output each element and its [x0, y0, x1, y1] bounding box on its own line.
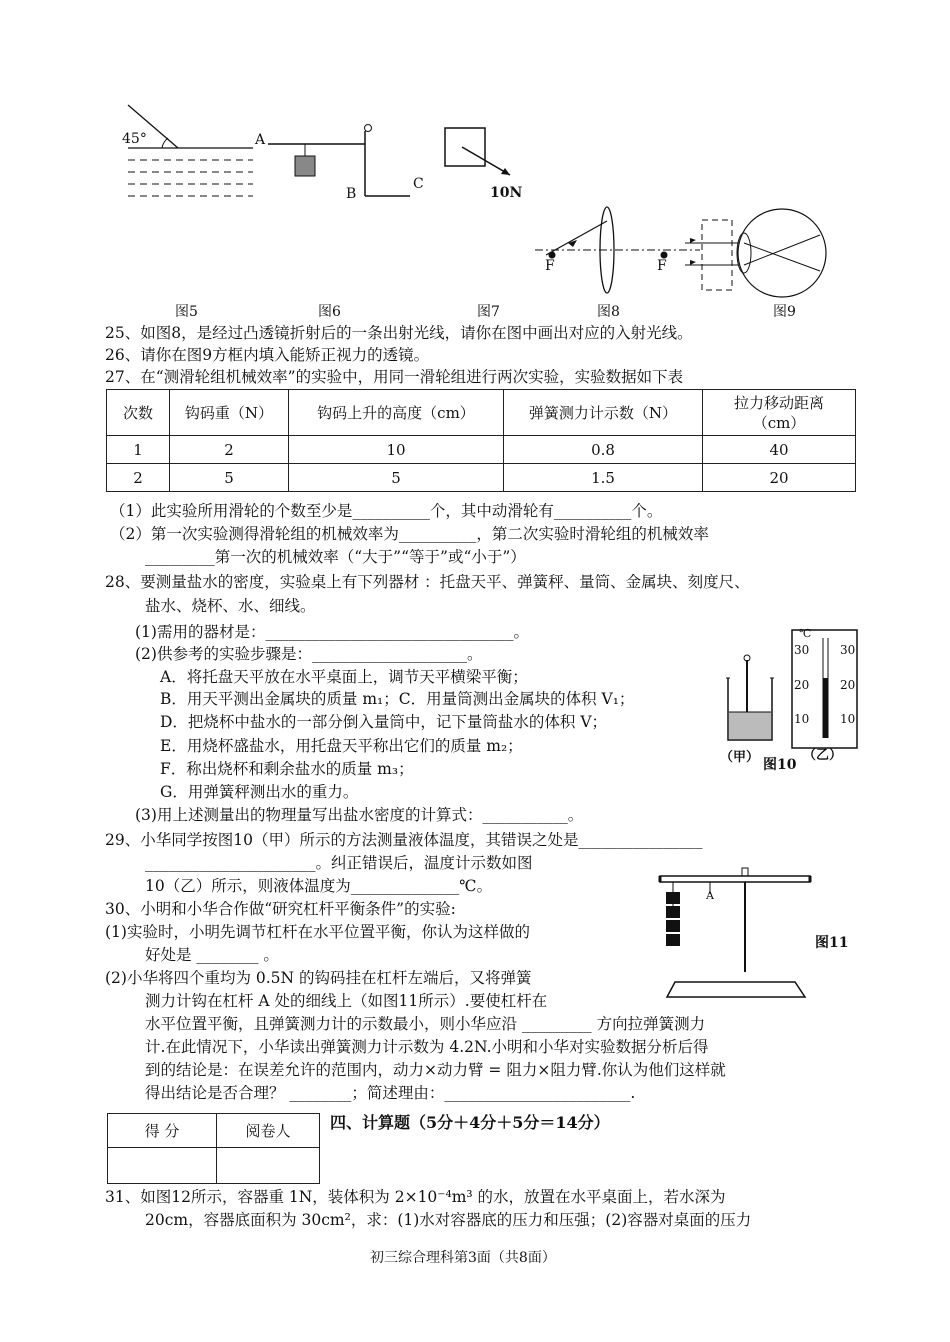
section-4-heading: 四、计算题（5分＋4分＋5分＝14分）	[330, 1113, 610, 1132]
fig10-yi-label: （乙）	[803, 748, 843, 763]
score-entry-cell[interactable]	[108, 1148, 217, 1184]
question-27: 27、在“测滑轮组机械效率”的实验中，用同一滑轮组进行两次实验，实验数据如下表	[105, 368, 684, 386]
table-cell: 20	[703, 464, 856, 492]
table-cell: 1.5	[504, 464, 703, 492]
fig8-focus-left: F	[545, 258, 555, 274]
question-28-step-e: E．用烧杯盛盐水，用托盘天平称出它们的质量 m₂；	[160, 737, 523, 755]
question-28-step-a: A．将托盘天平放在水平桌面上，调节天平横梁平衡；	[160, 668, 528, 686]
question-30-part-1a: (1)实验时，小明先调节杠杆在水平位置平衡，你认为这样做的	[105, 923, 530, 941]
fig10-tick-right-30: 30	[840, 643, 856, 657]
question-28-part-2: (2)供参考的实验步骤是：____________________。	[135, 645, 483, 663]
question-27-part-2b: _________第一次的机械效率（“大于”“等于”或“小于”）	[145, 548, 526, 566]
table-header-cell: 钩码重（N）	[170, 390, 289, 436]
grader-entry-cell[interactable]	[217, 1148, 320, 1184]
table-row	[107, 436, 856, 464]
figure-11-lever-diagram	[655, 862, 815, 1002]
score-col-score: 得 分	[108, 1114, 217, 1148]
score-table-header-row	[108, 1114, 320, 1148]
question-31-line-2: 20cm，容器底面积为 30cm²，求：(1)水对容器底的压力和压强；(2)容器对桌面的压力	[145, 1211, 752, 1229]
question-30-title: 30、小明和小华合作做“研究杠杆平衡条件”的实验:	[105, 900, 456, 918]
figure-5-diagram	[118, 100, 258, 210]
fig10-caption: 图10	[763, 757, 797, 773]
fig9-caption: 图9	[773, 304, 796, 320]
fig11-a-label: A	[706, 889, 714, 902]
fig5-caption: 图5	[175, 304, 198, 320]
question-30-part-2a: (2)小华将四个重均为 0.5N 的钩码挂在杠杆左端后，又将弹簧	[105, 969, 532, 987]
question-25: 25、如图8，是经过凸透镜折射后的一条出射光线，请你在图中画出对应的入射光线。	[105, 324, 693, 342]
table-cell: 0.8	[504, 436, 703, 464]
table-cell: 1	[107, 436, 170, 464]
score-col-grader: 阅卷人	[217, 1114, 320, 1148]
question-30-part-2f: 得出结论是否合理？ ________；简述理由：________________________.	[145, 1084, 636, 1102]
fig10-tick-right-20: 20	[840, 678, 856, 692]
fig11-caption: 图11	[815, 935, 849, 951]
table-header-cell	[703, 390, 856, 436]
fig6-b-label: B	[346, 186, 357, 202]
page-footer: 初三综合理科第3面（共8面）	[370, 1250, 556, 1266]
fig10-unit: ℃	[799, 627, 812, 640]
question-28-step-f: F．称出烧杯和剩余盐水的质量 m₃；	[160, 760, 414, 778]
table-27	[106, 389, 856, 492]
question-30-part-2e: 到的结论是：在误差允许的范围内，动力×动力臂 = 阻力×阻力臂.你认为他们这样就	[145, 1061, 726, 1079]
figure-7-diagram	[440, 125, 520, 185]
fig7-force-label: 10N	[490, 185, 523, 201]
table-cell: 40	[703, 436, 856, 464]
table-header-cell-text: 拉力移动距离（cm）	[733, 393, 824, 432]
figure-10-jia-diagram	[722, 648, 782, 748]
fig5-angle-label: 45°	[122, 131, 147, 147]
fig10-tick-left-20: 20	[794, 678, 810, 692]
question-28-part-3: (3)用上述测量出的物理量写出盐水密度的计算式：___________。	[135, 806, 584, 824]
question-26: 26、请你在图9方框内填入能矫正视力的透镜。	[105, 346, 430, 364]
fig10-jia-label: （甲）	[720, 750, 760, 765]
fig10-tick-left-30: 30	[794, 643, 810, 657]
question-28-step-d: D．把烧杯中盐水的一部分倒入量筒中，记下量筒盐水的体积 V；	[160, 713, 608, 731]
question-28-step-b: B．用天平测出金属块的质量 m₁；C．用量筒测出金属块的体积 V₁；	[160, 690, 635, 708]
fig10-tick-left-10: 10	[794, 712, 810, 726]
fig7-caption: 图7	[477, 304, 500, 320]
table-row	[107, 464, 856, 492]
table-cell: 2	[170, 436, 289, 464]
fig8-caption: 图8	[597, 304, 620, 320]
question-29-line-3: 10（乙）所示，则液体温度为______________℃。	[145, 877, 493, 895]
question-31-line-1: 31、如图12所示，容器重 1N，装体积为 2×10⁻⁴m³ 的水，放置在水平桌面上，若水深为	[105, 1188, 726, 1206]
table-header-row	[107, 390, 856, 436]
fig8-focus-right: F	[657, 258, 667, 274]
question-27-part-2a: （2）第一次实验测得滑轮组的机械效率为__________，第二次实验时滑轮组的机械效率	[110, 525, 709, 543]
table-cell: 5	[289, 464, 504, 492]
question-30-part-1b: 好处是 ________ 。	[145, 946, 279, 964]
score-table	[107, 1113, 320, 1184]
question-29-line-1: 29、小华同学按图10（甲）所示的方法测量液体温度，其错误之处是________________	[105, 831, 703, 849]
fig6-caption: 图6	[318, 304, 341, 320]
question-29-line-2: ______________________。纠正错误后，温度计示数如图	[145, 854, 533, 872]
fig10-tick-right-10: 10	[840, 712, 856, 726]
question-27-part-1: （1）此实验所用滑轮的个数至少是__________个，其中动滑轮有__________个。	[110, 502, 663, 520]
table-header-cell: 弹簧测力计示数（N）	[504, 390, 703, 436]
fig6-a-label: A	[255, 132, 266, 148]
table-header-cell: 钩码上升的高度（cm）	[289, 390, 504, 436]
table-cell: 5	[170, 464, 289, 492]
figure-6-diagram	[260, 118, 430, 208]
score-table-entry-row	[108, 1148, 320, 1184]
question-30-part-2d: 计.在此情况下，小华读出弹簧测力计示数为 4.2N.小明和小华对实验数据分析后得	[145, 1038, 709, 1056]
table-cell: 2	[107, 464, 170, 492]
question-28-line-2: 盐水、烧杯、水、细线。	[145, 597, 316, 615]
question-30-part-2b: 测力计钩在杠杆 A 处的细线上（如图11所示）.要使杠杆在	[145, 992, 548, 1010]
question-28-line-1: 28、要测量盐水的密度，实验桌上有下列器材 ：托盘天平、弹簧秤、量筒、金属块、刻度尺、	[105, 573, 750, 591]
question-28-part-1: (1)需用的器材是：________________________________。	[135, 623, 529, 641]
question-28-step-g: G．用弹簧秤测出水的重力。	[160, 783, 359, 801]
question-30-part-2c: 水平位置平衡，且弹簧测力计的示数最小，则小华应沿 _________ 方向拉弹簧测力	[145, 1015, 706, 1033]
table-cell: 10	[289, 436, 504, 464]
table-header-cell: 次数	[107, 390, 170, 436]
figure-9-diagram	[680, 205, 830, 300]
fig6-c-label: C	[413, 176, 424, 192]
